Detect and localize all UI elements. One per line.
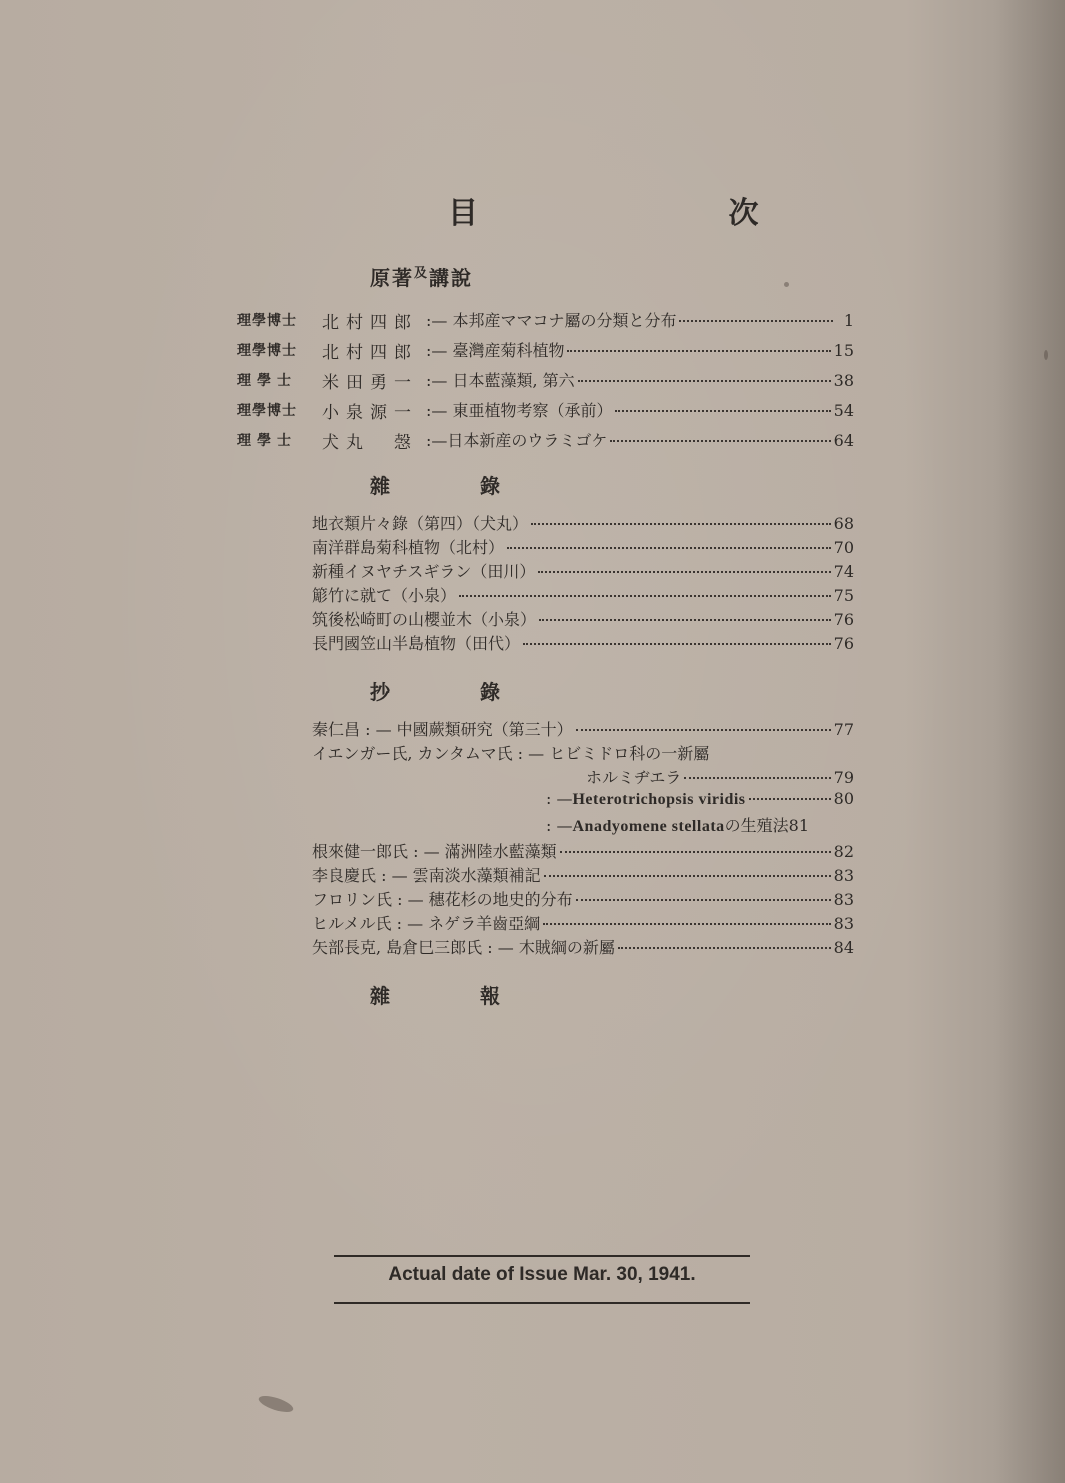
- entry-title-prefix: : —: [546, 789, 573, 808]
- entry-page: 54: [833, 401, 854, 420]
- abstract-entry: [312, 935, 854, 958]
- entry-author: 北村四郎: [322, 313, 418, 333]
- issue-date: Actual date of Issue Mar. 30, 1941.: [388, 1264, 696, 1285]
- leader-dots: [543, 923, 830, 925]
- entry-page: 77: [833, 720, 854, 739]
- entry-page: 76: [833, 610, 854, 629]
- entry-page: 64: [833, 431, 854, 450]
- leader-dots: [560, 851, 831, 853]
- leader-dots: [531, 523, 831, 525]
- entry-title: 簓竹に就て（小泉）: [312, 586, 457, 605]
- entry-degree: 理學博士: [237, 313, 297, 329]
- entry-title: 根來健一郎氏 : — 滿洲陸水藍藻類: [312, 842, 557, 861]
- entry-page: 1: [843, 311, 854, 330]
- misc-entry: [312, 583, 854, 606]
- entry-page: 81: [788, 816, 810, 835]
- entry-title: :— 臺灣産菊科植物: [426, 341, 565, 360]
- entry-page: 83: [833, 914, 854, 933]
- entry-line: [426, 308, 854, 331]
- entry-title: 矢部長克, 島倉巳三郎氏 : — 木賊綱の新屬: [312, 938, 615, 957]
- misc-entry: [312, 559, 854, 582]
- entry-title: 南洋群島菊科植物（北村）: [312, 538, 505, 557]
- entry-title: :—日本新産のウラミゴケ: [426, 431, 608, 450]
- entry-title-prefix: : —: [546, 816, 573, 835]
- entry-author: 小泉源一: [322, 403, 418, 423]
- section-head-misc: 雜錄: [370, 474, 590, 498]
- entry-page: 74: [833, 562, 854, 581]
- abstract-entry-heading: イエンガー氏, カンタムマ氏 : — ヒビミドロ科の一新屬: [312, 744, 710, 763]
- entry-title: 長門國笠山半島植物（田代）: [312, 634, 521, 653]
- leader-dots: [610, 440, 830, 442]
- entry-page: 76: [833, 634, 854, 653]
- leader-dots: [618, 947, 831, 949]
- leader-dots: [544, 875, 831, 877]
- entry-author: 米田勇一: [322, 373, 418, 393]
- entry-line: [426, 338, 854, 361]
- entry-page: 68: [833, 514, 854, 533]
- entry-page: 82: [833, 842, 854, 861]
- entry-title-suffix: の生殖法: [724, 816, 789, 835]
- leader-dots: [615, 410, 830, 412]
- abstract-entry: [312, 911, 854, 934]
- entry-title: :— 東亜植物考察（承前）: [426, 401, 613, 420]
- leader-dots: [567, 350, 830, 352]
- abstract-entry: [312, 887, 854, 910]
- entry-line: [426, 368, 854, 391]
- entry-degree: 理學博士: [237, 343, 297, 359]
- entry-title: :— 日本藍藻類, 第六: [426, 371, 575, 390]
- entry-degree: 理學博士: [237, 403, 297, 419]
- entry-title: ホルミヂエラ: [586, 768, 682, 787]
- entry-title: ヒルメル氏 : — ネゲラ羊齒亞綱: [312, 914, 541, 933]
- entry-page: 38: [833, 371, 854, 390]
- abstract-entry: [312, 717, 854, 740]
- misc-entry: [312, 631, 854, 654]
- leader-dots: [539, 619, 831, 621]
- paper-speck: [1044, 350, 1048, 360]
- entry-degree: 理學士: [237, 373, 297, 389]
- leader-dots: [523, 643, 831, 645]
- abstract-entry: [312, 863, 854, 886]
- misc-entry: [312, 535, 854, 558]
- leader-dots: [578, 380, 831, 382]
- abstract-entry: [586, 765, 854, 788]
- misc-entry: [312, 607, 854, 630]
- entry-page: 75: [833, 586, 854, 605]
- footer-rule-top: [334, 1255, 750, 1257]
- leader-dots: [576, 729, 831, 731]
- abstract-entry: [312, 839, 854, 862]
- page-title: 目 次: [448, 196, 879, 231]
- entry-page: 83: [833, 890, 854, 909]
- entry-author: 北村四郎: [322, 343, 418, 363]
- misc-entry: [312, 511, 854, 534]
- leader-dots: [679, 320, 833, 322]
- entry-line: [426, 398, 854, 421]
- leader-dots: [684, 777, 830, 779]
- entry-page: 84: [833, 938, 854, 957]
- entry-degree: 理學士: [237, 433, 297, 449]
- section-head-original-main: 原著: [370, 266, 414, 290]
- paper-speck: [784, 282, 789, 287]
- entry-page: 79: [833, 768, 854, 787]
- section-head-original-rest: 講說: [429, 266, 474, 290]
- entry-title: 秦仁昌 : — 中國蕨類研究（第三十）: [312, 720, 573, 739]
- leader-dots: [459, 595, 831, 597]
- entry-title: 地衣類片々錄（第四）（犬丸）: [312, 514, 529, 533]
- section-head-abstracts: 抄錄: [370, 680, 590, 704]
- section-head-news: 雜報: [370, 984, 590, 1008]
- section-head-original: [370, 262, 473, 291]
- entry-page: 15: [833, 341, 854, 360]
- section-head-original-small: 及: [414, 266, 430, 281]
- entry-title: 筑後松崎町の山櫻並木（小泉）: [312, 610, 537, 629]
- paper-blemish: [257, 1393, 295, 1416]
- abstract-entry: [546, 789, 854, 809]
- page-edge-stain: [995, 0, 1065, 1483]
- entry-title: 李良慶氏 : — 雲南淡水藻類補記: [312, 866, 541, 885]
- leader-dots: [507, 547, 831, 549]
- entry-author: 犬丸 愨: [322, 433, 418, 453]
- leader-dots: [749, 798, 831, 800]
- leader-dots: [576, 899, 831, 901]
- footer-rule-bottom: [334, 1302, 750, 1304]
- leader-dots: [538, 571, 830, 573]
- entry-title: フロリン氏 : — 穗花杉の地史的分布: [312, 890, 573, 909]
- entry-line: [426, 428, 854, 451]
- entry-page: 70: [833, 538, 854, 557]
- entry-page: 80: [833, 789, 854, 808]
- entry-title: :— 本邦産ママコナ屬の分類と分布: [426, 311, 677, 330]
- entry-page: 83: [833, 866, 854, 885]
- entry-title-latin: Heterotrichopsis viridis: [572, 791, 746, 808]
- entry-title: 新種イヌヤチスギラン（田川）: [312, 562, 536, 581]
- abstract-entry: [546, 813, 854, 836]
- entry-title-latin: Anadyomene stellata: [572, 818, 725, 835]
